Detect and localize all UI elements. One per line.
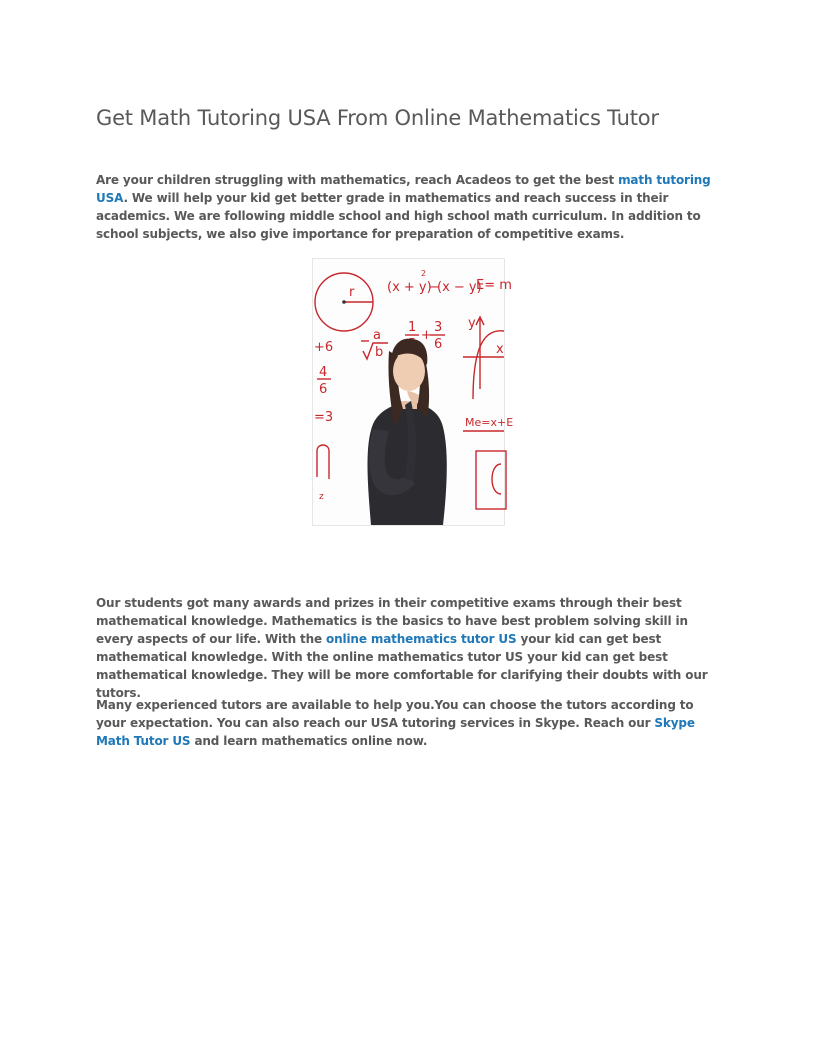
minus-sign: − bbox=[429, 280, 440, 295]
intro-paragraph bbox=[96, 171, 726, 243]
frac-b-label: b bbox=[375, 345, 384, 360]
intro-text-start: Are your children struggling with mathematics, reach Acadeos to get the best bbox=[96, 173, 619, 187]
exponent-label: 2 bbox=[421, 269, 427, 278]
online-mathematics-tutor-link[interactable]: online mathematics tutor US bbox=[326, 632, 517, 646]
me-eq-label: Me=x+E bbox=[465, 416, 514, 429]
frac-6-label: 6 bbox=[434, 337, 443, 352]
frac-6b-label: 6 bbox=[319, 382, 328, 397]
eq3-label: =3 bbox=[314, 410, 334, 425]
energy-formula: E= m bbox=[476, 278, 512, 293]
frac-3-label: 3 bbox=[434, 320, 443, 335]
circle-center bbox=[342, 300, 346, 304]
skype-math-tutor-link[interactable]: Skype Math Tutor US bbox=[96, 716, 695, 748]
radius-label: r bbox=[349, 285, 355, 300]
frac-a-label: a bbox=[373, 328, 381, 343]
awards-paragraph bbox=[96, 594, 726, 702]
n-drawing bbox=[317, 445, 329, 479]
tutors-paragraph bbox=[96, 696, 726, 750]
small-z-label: z bbox=[319, 492, 324, 502]
expression-2: (x − y) bbox=[437, 280, 482, 295]
box-drawing bbox=[476, 451, 506, 509]
frac-1-label: 1 bbox=[408, 320, 417, 335]
tutors-text-start: Many experienced tutors are available to help you.You can choose the tutors according to your expectation. You can also reach our USA tutoring services in Skype. Reach our bbox=[96, 698, 694, 730]
page-title: Get Math Tutoring USA From Online Mathematics Tutor bbox=[96, 106, 659, 130]
plus-sign: + bbox=[421, 328, 432, 343]
plus6-label: +6 bbox=[314, 340, 334, 355]
awards-text-start: Our students got many awards and prizes in their competitive exams through their best mathematical knowledge. Mathematics is the basics to have best problem solving skill in every aspects of our life. With the bbox=[96, 596, 688, 646]
student-figure bbox=[368, 339, 447, 525]
frac-4-label: 4 bbox=[319, 365, 328, 380]
curve-drawing bbox=[473, 331, 504, 399]
expression-1: (x + y) bbox=[387, 280, 432, 295]
tutors-text-end: and learn mathematics online now. bbox=[190, 734, 428, 748]
math-tutoring-usa-link[interactable]: math tutoring USA bbox=[96, 173, 711, 205]
axis-x-label: x bbox=[496, 342, 504, 357]
math-student-photo bbox=[312, 258, 514, 526]
awards-text-end: your kid can get best mathematical knowledge. With the online mathematics tutor US your kid can get best mathematical knowledge. They will be more comfortable for clarifying their doubts with our tutors. bbox=[96, 632, 708, 700]
axis-y-label: y bbox=[468, 316, 476, 331]
arc-drawing bbox=[492, 464, 501, 494]
intro-text-end: . We will help your kid get better grade in mathematics and reach success in their academics. We are following middle school and high school math curriculum. In addition to school subjects, we also give importance for preparation of competitive exams. bbox=[96, 191, 701, 241]
